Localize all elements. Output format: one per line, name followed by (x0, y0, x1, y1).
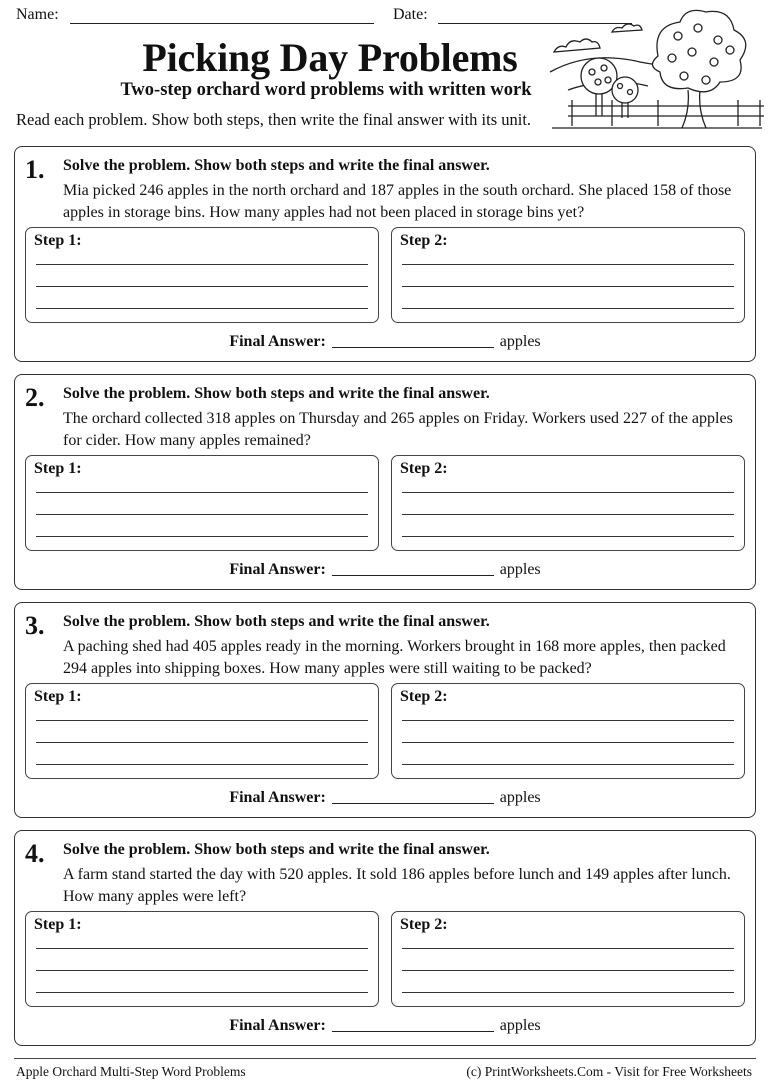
step-1-label: Step 1: (34, 232, 82, 249)
writing-line (402, 514, 734, 515)
instructions: Read each problem. Show both steps, then write the final answer with its unit. (16, 110, 532, 129)
step-2-label: Step 2: (400, 460, 448, 477)
page-title: Picking Day Problems (142, 35, 518, 80)
step-2-label: Step 2: (400, 916, 448, 933)
step-1-box[interactable] (25, 455, 379, 551)
final-answer-field[interactable] (332, 803, 494, 804)
problem-text: The orchard collected 318 apples on Thursday and 265 apples on Friday. Workers used 227 of the apples for cider. How many apples remained? (63, 410, 733, 449)
page-subtitle: Two-step orchard word problems with written work (120, 80, 532, 100)
step-1-box[interactable] (25, 683, 379, 779)
footer-credit: (c) PrintWorksheets.Com - Visit for Free Worksheets (466, 1064, 752, 1079)
writing-line (36, 308, 368, 309)
writing-line (402, 286, 734, 287)
step-1-label: Step 1: (34, 916, 82, 933)
writing-line (402, 720, 734, 721)
step-2-box[interactable] (391, 911, 745, 1007)
writing-line (36, 992, 368, 993)
writing-line (36, 492, 368, 493)
final-answer-label: Final Answer: (229, 1017, 326, 1034)
final-answer-field[interactable] (332, 347, 494, 348)
final-answer-label: Final Answer: (229, 789, 326, 806)
problem-prompt: Solve the problem. Show both steps and write the final answer. (63, 385, 490, 402)
apple-orchard-icon (548, 6, 764, 132)
final-answer-row (15, 561, 755, 579)
final-answer-row (15, 789, 755, 807)
footer-divider (14, 1058, 756, 1059)
problem-prompt: Solve the problem. Show both steps and write the final answer. (63, 841, 490, 858)
writing-line (36, 286, 368, 287)
problem-number: 4. (25, 839, 45, 868)
writing-line (36, 948, 368, 949)
answer-unit: apples (499, 789, 541, 806)
step-2-label: Step 2: (400, 688, 448, 705)
step-2-label: Step 2: (400, 232, 448, 249)
step-2-box[interactable] (391, 227, 745, 323)
step-2-box[interactable] (391, 455, 745, 551)
writing-line (402, 992, 734, 993)
problem-card (14, 146, 756, 362)
writing-line (36, 742, 368, 743)
date-label: Date: (393, 6, 428, 23)
writing-line (402, 948, 734, 949)
writing-line (36, 720, 368, 721)
writing-line (402, 308, 734, 309)
final-answer-row (15, 333, 755, 351)
step-1-box[interactable] (25, 227, 379, 323)
writing-line (402, 264, 734, 265)
step-1-box[interactable] (25, 911, 379, 1007)
problem-card (14, 830, 756, 1046)
writing-line (402, 742, 734, 743)
problem-prompt: Solve the problem. Show both steps and write the final answer. (63, 157, 490, 174)
writing-line (36, 536, 368, 537)
problem-text: Mia picked 246 apples in the north orchard and 187 apples in the south orchard. She placed 158 of those apples in storage bins. How many apples had not been placed in storage bins yet? (63, 182, 732, 221)
problem-text: A farm stand started the day with 520 apples. It sold 186 apples before lunch and 149 apples after lunch. How many apples were left? (63, 866, 731, 905)
final-answer-row (15, 1017, 755, 1035)
step-2-box[interactable] (391, 683, 745, 779)
answer-unit: apples (499, 333, 541, 350)
footer-title: Apple Orchard Multi-Step Word Problems (16, 1064, 246, 1079)
writing-line (36, 264, 368, 265)
writing-line (36, 970, 368, 971)
problem-text: A paching shed had 405 apples ready in the morning. Workers brought in 168 more apples, then packed 294 apples into shipping boxes. How many apples were still waiting to be packed? (63, 638, 726, 677)
name-label: Name: (16, 6, 59, 23)
final-answer-label: Final Answer: (229, 333, 326, 350)
writing-line (402, 536, 734, 537)
step-1-label: Step 1: (34, 688, 82, 705)
problem-card (14, 374, 756, 590)
problem-number: 3. (25, 611, 45, 640)
final-answer-field[interactable] (332, 575, 494, 576)
writing-line (402, 492, 734, 493)
answer-unit: apples (499, 561, 541, 578)
writing-line (402, 970, 734, 971)
problem-number: 2. (25, 383, 45, 412)
writing-line (36, 514, 368, 515)
problem-number: 1. (25, 155, 45, 184)
final-answer-field[interactable] (332, 1031, 494, 1032)
final-answer-label: Final Answer: (229, 561, 326, 578)
problem-card (14, 602, 756, 818)
writing-line (402, 764, 734, 765)
writing-line (36, 764, 368, 765)
answer-unit: apples (499, 1017, 541, 1034)
problem-prompt: Solve the problem. Show both steps and write the final answer. (63, 613, 490, 630)
step-1-label: Step 1: (34, 460, 82, 477)
name-field[interactable] (70, 23, 374, 24)
